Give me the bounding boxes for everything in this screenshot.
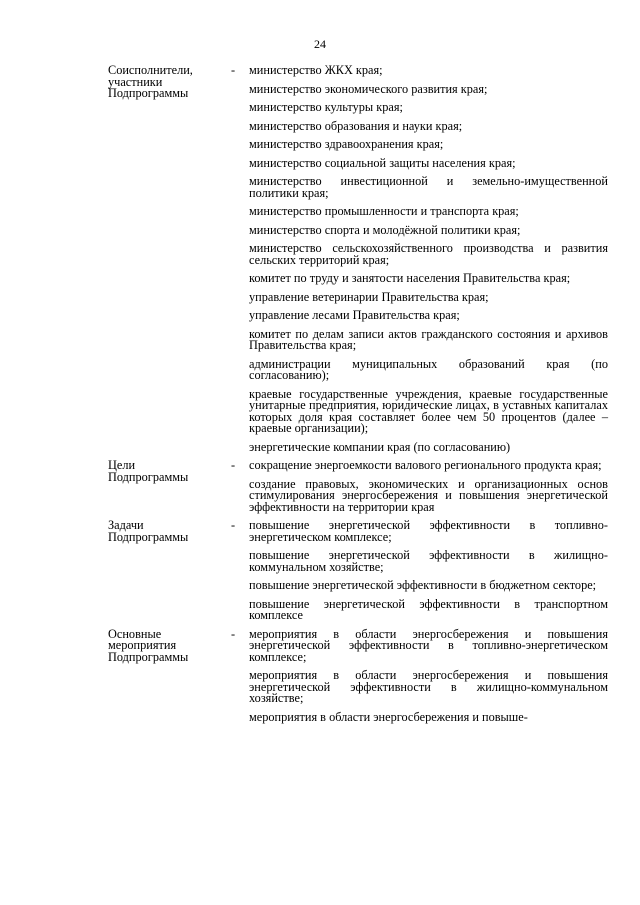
list-item: министерство культуры края; [249, 100, 403, 114]
section-main-activities [108, 626, 608, 731]
list-item: министерство образования и науки края; [249, 118, 463, 133]
list-item: управление ветеринарии Правительства края; [249, 289, 489, 304]
list-item: мероприятия в области энергосбережения и повышения энергетической эффективности в топливно-энергетическом комплексе; [249, 626, 608, 664]
list-item: министерство промышленности и транспорта края; [249, 204, 519, 218]
section-items [249, 626, 608, 731]
section-term [108, 460, 231, 483]
section-term [108, 520, 231, 543]
section-goals [108, 460, 608, 520]
list-item: мероприятия в области энергосбережения и повыше- [249, 709, 528, 724]
term-line: участники [108, 74, 163, 89]
section-dash: - [231, 518, 236, 532]
term-line: Основные [108, 626, 162, 641]
list-item: краевые государственные учреждения, краевые государственные унитарные предприятия, юридические лицах, в уставных капиталах которых доля края составляет более чем 50 процентов (далее – краевые организации); [249, 386, 608, 435]
list-item: министерство социальной защиты населения края; [249, 155, 516, 170]
section-term [108, 65, 231, 100]
term-line: мероприятия [108, 638, 177, 652]
list-item: министерство экономического развития края; [249, 81, 488, 96]
section-dash: - [231, 626, 236, 641]
list-item: министерство ЖКХ края; [249, 63, 383, 77]
list-item: администрации муниципальных образований края (по согласованию); [249, 356, 608, 382]
list-item: создание правовых, экономических и организационных основ стимулирования энергосбережения и повышения энергетической эффективности на территории края [249, 476, 608, 514]
page-number: 24 [314, 37, 326, 51]
section-items [249, 520, 608, 629]
term-line: Соисполнители, [108, 63, 193, 77]
term-line: Задачи [108, 518, 144, 532]
passport-table [108, 65, 608, 730]
section-co-executors [108, 65, 608, 460]
term-line: Подпрограммы [108, 469, 189, 484]
section-items [249, 460, 608, 520]
list-item: министерство сельскохозяйственного производства и развития сельских территорий края; [249, 241, 608, 267]
term-line: Цели [108, 458, 136, 472]
section-items [249, 65, 608, 460]
list-item: повышение энергетической эффективности в транспортном комплексе [249, 596, 608, 622]
list-item: министерство инвестиционной и земельно-имущественной политики края; [249, 174, 608, 200]
list-item: повышение энергетической эффективности в жилищно-коммунальном хозяйстве; [249, 548, 608, 574]
list-item: мероприятия в области энергосбережения и повышения энергетической эффективности в жилищно-коммунальном хозяйстве; [249, 668, 608, 705]
section-dash: - [231, 458, 236, 472]
term-line: Подпрограммы [108, 86, 189, 100]
term-line: Подпрограммы [108, 529, 189, 544]
list-item: сокращение энергоемкости валового регионального продукта края; [249, 458, 602, 472]
list-item: министерство здравоохранения края; [249, 137, 444, 151]
list-item: комитет по труду и занятости населения Правительства края; [249, 271, 571, 285]
list-item: повышение энергетической эффективности в бюджетном секторе; [249, 578, 597, 592]
term-line: Подпрограммы [108, 649, 189, 664]
section-term [108, 626, 231, 664]
list-item: энергетические компании края (по согласованию) [249, 439, 511, 454]
section-dash: - [231, 63, 236, 77]
list-item: управление лесами Правительства края; [249, 308, 460, 322]
list-item: комитет по делам записи актов гражданского состояния и архивов Правительства края; [249, 326, 608, 352]
section-tasks [108, 520, 608, 629]
list-item: повышение энергетической эффективности в топливно-энергетическом комплексе; [249, 518, 608, 544]
list-item: министерство спорта и молодёжной политики края; [249, 222, 521, 237]
